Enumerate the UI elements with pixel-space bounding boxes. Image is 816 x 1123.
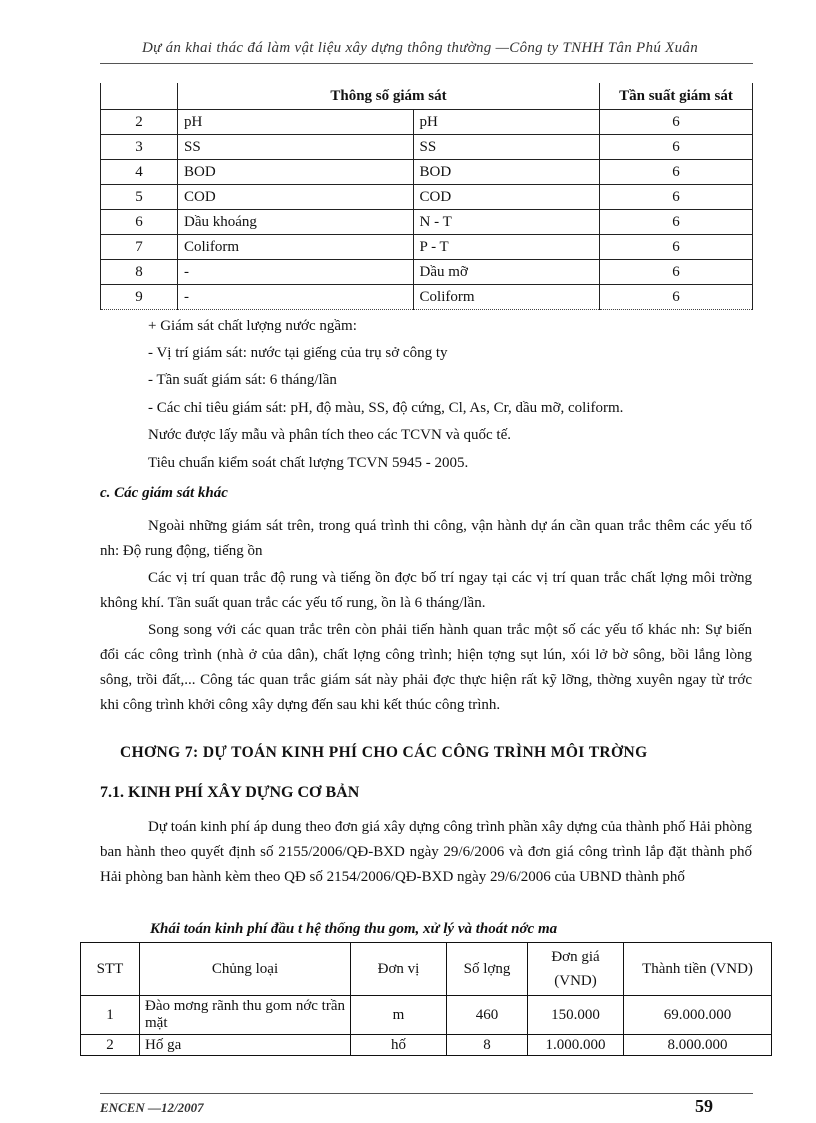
groundwater-indicators: - Các chỉ tiêu giám sát: pH, độ màu, SS, độ cứng, Cl, As, Cr, dầu mỡ, coliform. — [148, 400, 624, 416]
header-rule — [100, 63, 753, 64]
table-cell: SS — [413, 135, 599, 160]
table-row — [101, 110, 753, 135]
other-monitoring-p2: Các vị trí quan trắc độ rung và tiếng ồn đợc bố trí ngay tại các vị trí quan trắc chất lợng môi trờng không khí. Tần suất quan trắc các yếu tố rung, ồn là 6 tháng/lần. — [100, 570, 752, 611]
groundwater-location: - Vị trí giám sát: nước tại giếng của trụ sở công ty — [148, 345, 448, 361]
table-row — [101, 185, 753, 210]
table-cell: m — [351, 996, 447, 1035]
table-header-cell: Đơn vị — [351, 943, 447, 996]
table-cell: COD — [413, 185, 599, 210]
groundwater-sampling: Nước được lấy mẫu và phân tích theo các TCVN và quốc tế. — [148, 427, 511, 443]
table-cell: 9 — [101, 285, 178, 310]
groundwater-standard: Tiêu chuẩn kiểm soát chất lượng TCVN 5945 - 2005. — [148, 455, 469, 471]
table-cell: 8 — [447, 1035, 528, 1056]
groundwater-frequency: - Tần suất giám sát: 6 tháng/lần — [148, 372, 337, 388]
table-cell: 6 — [600, 135, 753, 160]
table-header-cell: Tần suất giám sát — [600, 83, 753, 110]
page-number: 59 — [695, 1096, 713, 1116]
table-row — [101, 235, 753, 260]
other-monitoring-heading: c. Các giám sát khác — [100, 485, 228, 501]
table-cell: hố — [351, 1035, 447, 1056]
table-cell: 1.000.000 — [528, 1035, 624, 1056]
table-cell: Hố ga — [140, 1035, 351, 1056]
table-cell: 69.000.000 — [624, 996, 772, 1035]
table-cell: 6 — [600, 260, 753, 285]
table-cell: Coliform — [178, 235, 414, 260]
table-cell: - — [178, 285, 414, 310]
table-cell: 7 — [101, 235, 178, 260]
table-cell: 3 — [101, 135, 178, 160]
table-row — [101, 210, 753, 235]
other-monitoring-p3: Song song với các quan trắc trên còn phải tiến hành quan trắc một số các yếu tố khác nh: Sự biến đổi các công trình (nhà ở của dân), chất lợng công trình; hiện tợng sụt lún, xói lở bờ sông, bồi lắng lòng sông, trồi đất,... Công tác quan trắc giám sát này phải đợc thực hiện rất kỹ lỡng, thờng xuyên ngay từ trớc khi công trình khởi công xây dựng đến sau khi kết thúc công trình. — [100, 622, 752, 713]
table-cell: 6 — [101, 210, 178, 235]
table-header-cell: Số lợng — [447, 943, 528, 996]
table-cell: 6 — [600, 110, 753, 135]
cost-table-caption: Khái toán kinh phí đầu t hệ thống thu gom, xử lý và thoát nớc ma — [150, 921, 558, 937]
table-cell: 2 — [101, 110, 178, 135]
table-cell: 6 — [600, 185, 753, 210]
table-cell: 4 — [101, 160, 178, 185]
table-header-row — [101, 83, 753, 110]
table-cell: 5 — [101, 185, 178, 210]
table-cell: 6 — [600, 285, 753, 310]
table-cell: - — [178, 260, 414, 285]
table-cell: pH — [178, 110, 414, 135]
table-cell: 8.000.000 — [624, 1035, 772, 1056]
table-cell: Dầu mỡ — [413, 260, 599, 285]
table-cell: 1 — [81, 996, 140, 1035]
table-cell: COD — [178, 185, 414, 210]
table-row — [101, 135, 753, 160]
table-header-row — [81, 943, 772, 996]
table-cell: 6 — [600, 160, 753, 185]
footer-left: ENCEN —12/2007 — [100, 1100, 204, 1115]
table-row — [81, 996, 772, 1035]
section-paragraph: Dự toán kinh phí áp dung theo đơn giá xây dựng công trình phần xây dựng của thành phố Hải phòng ban hành theo quyết định số 2155/2006/QĐ-BXD ngày 29/6/2006 và đơn giá công trình lắp đặt thành phố Hải phòng ban hành kèm theo QĐ số 2154/2006/QĐ-BXD ngày 29/6/2006 của UBND thành phố — [100, 819, 752, 885]
table-cell: SS — [178, 135, 414, 160]
table-row — [101, 285, 753, 310]
table-row — [101, 160, 753, 185]
table-cell: N - T — [413, 210, 599, 235]
table-row — [101, 260, 753, 285]
chapter-title: CHƠNG 7: DỰ TOÁN KINH PHÍ CHO CÁC CÔNG TRÌNH MÔI TRỜNG — [120, 744, 648, 761]
table-cell: Dầu khoáng — [178, 210, 414, 235]
other-monitoring-p1: Ngoài những giám sát trên, trong quá trình thi công, vận hành dự án cần quan trắc thêm các yếu tố nh: Độ rung động, tiếng ồn — [100, 518, 752, 559]
table-cell: BOD — [178, 160, 414, 185]
table-header-cell — [101, 83, 178, 110]
table-header-cell: Thông số giám sát — [178, 83, 600, 110]
table-cell: 8 — [101, 260, 178, 285]
table-header-cell: Chủng loại — [140, 943, 351, 996]
table-header-cell: STT — [81, 943, 140, 996]
table-row — [81, 1035, 772, 1056]
table-cell: 6 — [600, 210, 753, 235]
section-title: 7.1. KINH PHÍ XÂY DỰNG CƠ BẢN — [100, 784, 360, 801]
table-cell: 2 — [81, 1035, 140, 1056]
table-header-cell: Thành tiền (VND) — [624, 943, 772, 996]
cost-table — [80, 942, 772, 1056]
table-cell: Coliform — [413, 285, 599, 310]
table-cell: 460 — [447, 996, 528, 1035]
footer-rule — [100, 1093, 753, 1094]
table-cell: Đào mơng rãnh thu gom nớc trần mặt — [140, 996, 351, 1035]
monitoring-table — [100, 83, 753, 310]
table-cell: 150.000 — [528, 996, 624, 1035]
table-cell: 6 — [600, 235, 753, 260]
table-cell: P - T — [413, 235, 599, 260]
table-header-cell: Đơn giá (VND) — [528, 943, 624, 996]
page-header: Dự án khai thác đá làm vật liệu xây dựng thông thường —Công ty TNHH Tân Phú Xuân — [141, 40, 699, 56]
groundwater-title: + Giám sát chất lượng nước ngầm: — [148, 318, 357, 334]
table-cell: pH — [413, 110, 599, 135]
table-cell: BOD — [413, 160, 599, 185]
